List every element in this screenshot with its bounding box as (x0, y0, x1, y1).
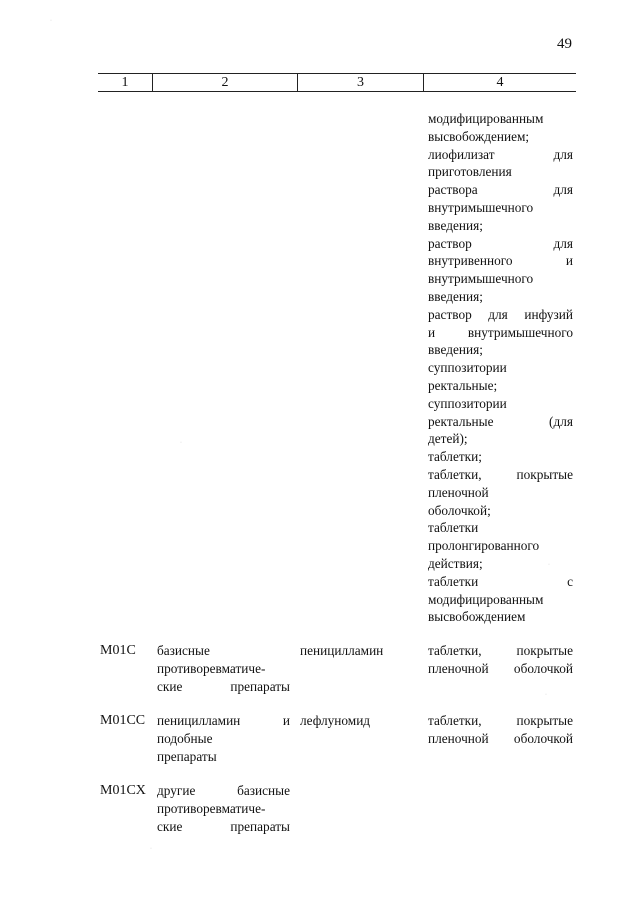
group-name (157, 712, 290, 765)
form-line: введения; (428, 217, 483, 233)
scan-speck: · (545, 692, 547, 698)
scan-speck: · (150, 846, 152, 852)
form-line: внутривенного и (428, 253, 573, 269)
form-line: лиофилизат для (428, 146, 573, 162)
scan-speck: · (50, 18, 52, 24)
form-line: ректальные; (428, 377, 498, 393)
atc-code: M01CX (100, 783, 146, 798)
atc-code: M01C (100, 643, 136, 658)
form-line: действия; (428, 555, 483, 571)
form-line: таблетки (428, 520, 479, 536)
form-line: высвобождением; (428, 128, 530, 144)
scan-speck: · (180, 440, 182, 446)
group-name (157, 782, 290, 835)
form-line: таблетки; (428, 449, 482, 465)
form-line: модифицированным (428, 111, 544, 126)
form-line: раствор для (428, 235, 573, 251)
form-line: внутримышечного (428, 271, 534, 287)
group-line: ские препараты (157, 678, 290, 694)
continuation-dosage-forms (428, 110, 573, 626)
form-line: ректальные (для (428, 413, 573, 429)
form-line: модифицированным (428, 591, 544, 607)
header-col-4: 4 (496, 75, 504, 90)
form-line: суппозитории (428, 360, 507, 376)
form-line: и внутримышечного (428, 324, 573, 340)
header-col-3: 3 (357, 75, 364, 90)
form-line: введения; (428, 342, 483, 358)
form-line: таблетки, покрытые (428, 466, 573, 482)
page-number: 49 (557, 36, 572, 52)
drug-name: пеницилламин (300, 643, 384, 658)
form-line: введения; (428, 288, 483, 304)
form-line: таблетки с (428, 573, 573, 589)
dosage-forms (428, 642, 573, 678)
form-line: раствора для (428, 182, 573, 198)
form-line: суппозитории (428, 395, 507, 411)
header-col-1: 1 (121, 75, 129, 90)
group-line: ские препараты (157, 818, 290, 834)
dosage-forms (428, 712, 573, 748)
group-line: препараты (157, 748, 217, 764)
form-line: внутримышечного (428, 199, 534, 215)
form-line: таблетки, покрытые (428, 713, 573, 728)
header-top-rule (98, 73, 576, 74)
form-line: детей); (428, 431, 468, 447)
form-line: таблетки, покрытые (428, 643, 573, 658)
form-line: пленочной оболочкой (428, 660, 573, 676)
group-line: противоревматиче- (157, 800, 266, 816)
form-line: раствор для инфузий (428, 306, 573, 322)
form-line: пленочной (428, 484, 489, 500)
group-line: противоревматиче- (157, 660, 266, 676)
group-line: пеницилламин и (157, 713, 290, 728)
group-name (157, 642, 290, 695)
form-line: пленочной оболочкой (428, 730, 573, 746)
form-line: высвобождением (428, 609, 526, 625)
group-line: другие базисные (157, 783, 290, 798)
form-line: приготовления (428, 164, 512, 180)
scan-speck: · (548, 562, 550, 568)
atc-code: M01CC (100, 713, 146, 728)
drug-name: лефлуномид (300, 713, 371, 728)
header-col-2: 2 (221, 75, 229, 90)
header-bottom-rule (98, 91, 576, 92)
form-line: оболочкой; (428, 502, 491, 518)
group-line: базисные (157, 643, 210, 658)
form-line: пролонгированного (428, 538, 540, 554)
group-line: подобные (157, 730, 213, 746)
